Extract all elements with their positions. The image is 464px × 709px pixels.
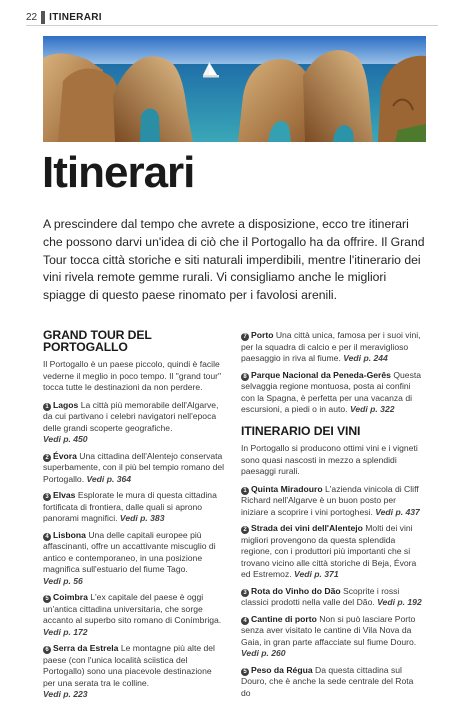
page-reference: Vedi p. 371 xyxy=(294,569,339,579)
wine-itinerary-list xyxy=(241,484,424,700)
wine-stop xyxy=(241,665,424,700)
stop-number-badge: 3 xyxy=(241,589,249,597)
stop-number-badge: 2 xyxy=(43,454,51,462)
stop-description: Scoprite i rossi classici prodotti nella valle del Dão. xyxy=(241,585,400,607)
page-reference: Vedi p. 383 xyxy=(119,513,165,523)
grand-tour-list xyxy=(43,400,226,701)
stop-number-badge: 8 xyxy=(241,373,249,381)
page-reference: Vedi p. 437 xyxy=(375,506,420,517)
stop-number-badge: 6 xyxy=(43,646,51,654)
tour-stop xyxy=(241,370,424,416)
wine-stop xyxy=(241,484,424,519)
stop-description: Non si può lasciare Porto senza aver visitato le cantine di Vila Nova da Gaia, in gran parte affacciate sul fiume Douro. xyxy=(241,613,417,647)
page-reference: Vedi p. 192 xyxy=(377,597,422,607)
page-reference: Vedi p. 56 xyxy=(43,575,83,586)
stop-name: Évora xyxy=(53,450,77,461)
stop-description: L'azienda vinicola di Cliff Richard nell'Algarve è un buon posto per iniziare a scoprire i vini portoghesi. xyxy=(241,483,419,517)
stop-number-badge: 3 xyxy=(43,493,51,501)
stop-name: Strada dei vini dell'Alentejo xyxy=(251,523,363,533)
wine-stop xyxy=(241,614,424,660)
stop-number-badge: 1 xyxy=(43,403,51,411)
page-number: 22 xyxy=(26,11,38,23)
wine-itinerary-heading: ITINERARIO DEI VINI xyxy=(241,423,361,438)
stop-number-badge: 4 xyxy=(43,533,51,541)
stop-name: Lisbona xyxy=(53,529,86,540)
page-reference: Vedi p. 244 xyxy=(343,353,388,363)
column-right xyxy=(241,330,424,704)
stop-description: Una cittadina dell'Alentejo conservata superbamente, con il più bel tempio romano del Portogallo. xyxy=(43,450,225,484)
stop-name: Porto xyxy=(251,330,274,340)
page-reference: Vedi p. 450 xyxy=(43,434,88,444)
wine-stop xyxy=(241,586,424,609)
stop-description: Da questa cittadina sul Douro, che è anche la sede centrale del Rota do xyxy=(241,664,414,698)
page-title: Itinerari xyxy=(42,148,195,197)
stop-number-badge: 5 xyxy=(43,595,51,603)
stop-name: Quinta Miradouro xyxy=(251,483,323,494)
grand-tour-intro: Il Portogallo è un paese piccolo, quindi è facile vederne il meglio in poco tempo. Il "grand tour" tocca tutte le destinazioni da non perdere. xyxy=(43,359,222,392)
stop-description: Esplorate le mura di questa cittadina fortificata di frontiera, dalle quali si aprono panorami magnifici. xyxy=(43,490,217,523)
tour-stop xyxy=(43,490,226,525)
coastal-rocks-photo xyxy=(43,36,426,142)
stop-name: Lagos xyxy=(53,399,79,410)
stop-name: Elvas xyxy=(53,490,76,500)
stop-name: Coimbra xyxy=(53,592,88,602)
stop-name: Parque Nacional da Peneda-Gerês xyxy=(251,369,391,380)
stop-description: Questa selvaggia regione montuosa, posta ai confini con la Spagna, è perfetta per una vacanza di escursioni, a piedi o in auto. xyxy=(241,369,422,414)
page-reference: Vedi p. 322 xyxy=(349,404,395,414)
tour-stop xyxy=(43,400,226,446)
stop-description: Molti dei vini migliori provengono da questa splendida regione, con i produttori più importanti che si trovano vicino alle città storiche di Beja, Évora ed Estremoz. xyxy=(241,523,417,579)
stop-name: Serra da Estrela xyxy=(53,643,119,653)
tour-stop xyxy=(43,530,226,588)
tour-stop xyxy=(43,451,226,486)
page-header xyxy=(26,9,438,26)
wine-stop xyxy=(241,523,424,581)
wine-itinerary-intro: In Portogallo si producono ottimi vini e i vigneti sono quasi nascosti in mezzo a splendidi paesaggi rurali. xyxy=(241,443,418,476)
stop-description: Una delle capitali europee più affascinanti, offre un accattivante miscuglio di antico e contemporaneo, in una posizione magnifica sull'estuario del fiume Tago. xyxy=(43,529,216,574)
stop-description: Una città unica, famosa per i suoi vini, per la squadra di calcio e per il meraviglioso paesaggio in riva al fiume. xyxy=(241,330,421,363)
page-reference: Vedi p. 260 xyxy=(241,648,286,658)
page-reference: Vedi p. 364 xyxy=(86,473,132,484)
section-title: ITINERARI xyxy=(49,11,102,23)
stop-number-badge: 2 xyxy=(241,526,249,534)
stop-name: Cantine di porto xyxy=(251,613,317,624)
stop-description: Le montagne più alte del paese (con l'unica località sciistica del Portogallo) sono una piacevole destinazione per una serata tra le colline. xyxy=(43,643,215,688)
page-reference: Vedi p. 223 xyxy=(43,689,88,699)
tour-stop xyxy=(43,592,226,638)
grand-tour-heading: GRAND TOUR DEL PORTOGALLO xyxy=(43,328,152,354)
stop-description: L'ex capitale del paese è oggi un'antica cittadina universitaria, che sorge accanto al superbo sito romano di Conímbriga. xyxy=(43,592,222,625)
header-bar xyxy=(41,11,45,24)
tour-stop xyxy=(241,330,424,365)
intro-paragraph: A prescindere dal tempo che avrete a disposizione, ecco tre itinerari che possono darvi un'idea di ciò che il Portogallo ha da offrire. Il Grand Tour tocca città storiche e siti naturali imperdibili, mentre l'itinerario dei vini rivela remote gemme rurali. Vi consigliamo anche le migliori spiagge di questo paese rinomato per i favolosi arenili. xyxy=(43,217,425,303)
stop-number-badge: 4 xyxy=(241,617,249,625)
column-left xyxy=(43,330,226,706)
stop-number-badge: 5 xyxy=(241,668,249,676)
stop-description: La città più memorabile dell'Algarve, da cui partivano i celebri navigatori nell'epoca delle grandi scoperte geografiche. xyxy=(43,399,219,433)
stop-name: Peso da Régua xyxy=(251,664,313,675)
page-reference: Vedi p. 172 xyxy=(43,626,88,637)
tour-stop xyxy=(43,643,226,701)
stop-name: Rota do Vinho do Dão xyxy=(251,585,341,596)
stop-number-badge: 7 xyxy=(241,333,249,341)
stop-number-badge: 1 xyxy=(241,487,249,495)
